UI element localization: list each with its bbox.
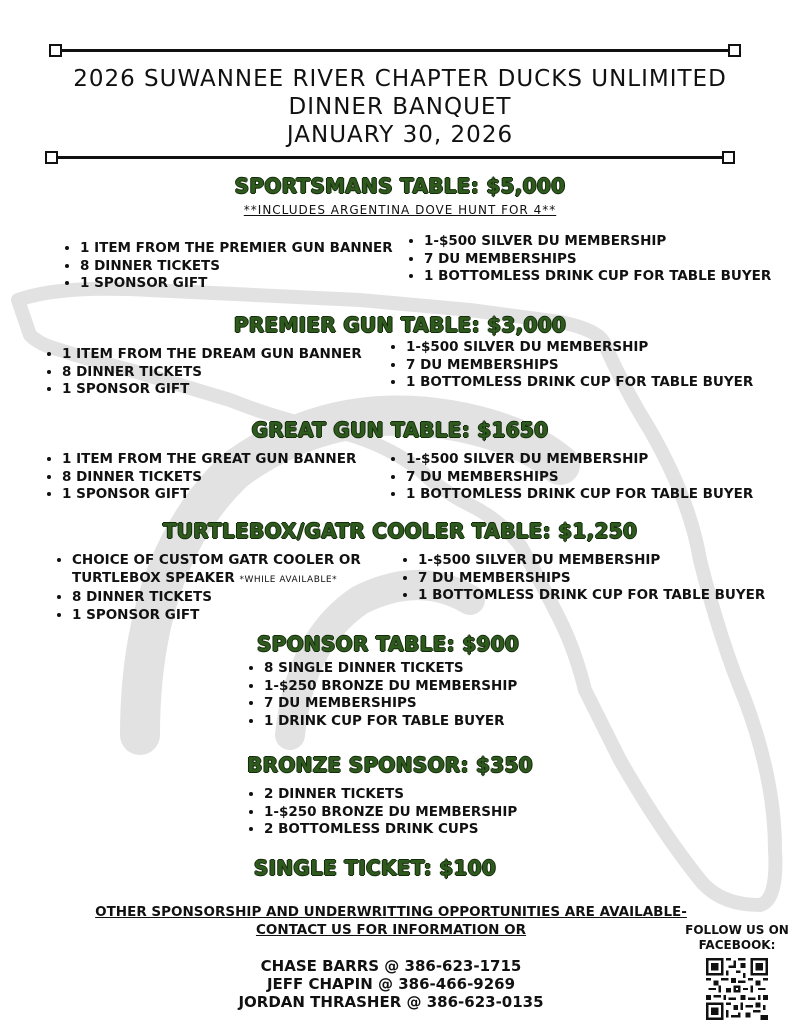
- sponsor-heading: SPONSOR TABLE: $900: [256, 632, 520, 656]
- list-item: • 1 BOTTOMLESS DRINK CUP FOR TABLE BUYER: [406, 486, 753, 504]
- top-divider-left-cap: [49, 44, 62, 57]
- footer-line-2-text: CONTACT US FOR INFORMATION OR: [255, 922, 527, 938]
- list-item: • 1-$500 SILVER DU MEMBERSHIP: [406, 339, 753, 357]
- title-line-2: DINNER BANQUET: [288, 94, 512, 120]
- premier-right-list: [388, 339, 753, 392]
- top-divider-right-cap: [728, 44, 741, 57]
- list-item: • 8 DINNER TICKETS: [62, 469, 356, 487]
- list-item: • 1 BOTTOMLESS DRINK CUP FOR TABLE BUYER: [424, 268, 771, 286]
- list-item: • 1 ITEM FROM THE GREAT GUN BANNER: [62, 451, 356, 469]
- sportsmans-note: [0, 203, 800, 217]
- list-item: • 1 SPONSOR GIFT: [80, 275, 393, 293]
- list-item: • 1-$500 SILVER DU MEMBERSHIP: [418, 552, 765, 570]
- list-item: • 2 DINNER TICKETS: [264, 786, 517, 804]
- footer-line-1: [0, 904, 782, 920]
- list-item: • 8 DINNER TICKETS: [80, 258, 393, 276]
- list-item: • 1-$500 SILVER DU MEMBERSHIP: [424, 233, 771, 251]
- list-item: • 1-$500 SILVER DU MEMBERSHIP: [406, 451, 753, 469]
- sportsmans-right-list: [406, 233, 771, 286]
- sportsmans-left-list: [62, 240, 393, 293]
- list-item: • 7 DU MEMBERSHIPS: [406, 357, 753, 375]
- bottom-divider-right-cap: [722, 151, 735, 164]
- list-item: • 1 SPONSOR GIFT: [62, 381, 362, 399]
- premier-heading: PREMIER GUN TABLE: $3,000: [233, 313, 567, 337]
- contact-1: CHASE BARRS @ 386-623-1715: [260, 957, 522, 975]
- bronze-heading: BRONZE SPONSOR: $350: [247, 753, 533, 777]
- qr-code-icon[interactable]: [706, 958, 768, 1020]
- list-item: • 1 DRINK CUP FOR TABLE BUYER: [264, 713, 517, 731]
- bronze-list: [246, 786, 517, 839]
- great-left-list: [44, 451, 356, 504]
- list-item: • 1 BOTTOMLESS DRINK CUP FOR TABLE BUYER: [418, 587, 765, 605]
- list-item: [72, 552, 361, 589]
- list-item: • 7 DU MEMBERSHIPS: [418, 570, 765, 588]
- list-item: • 2 BOTTOMLESS DRINK CUPS: [264, 821, 517, 839]
- footer-line-2: [0, 922, 782, 938]
- list-item: • 8 DINNER TICKETS: [62, 364, 362, 382]
- contact-2: JEFF CHAPIN @ 386-466-9269: [266, 975, 516, 993]
- list-item: • 1 SPONSOR GIFT: [72, 607, 361, 625]
- list-item: • 8 SINGLE DINNER TICKETS: [264, 660, 517, 678]
- great-right-list: [388, 451, 753, 504]
- sportsmans-heading: SPORTSMANS TABLE: $5,000: [234, 174, 566, 198]
- follow-line-2: FACEBOOK:: [698, 938, 776, 952]
- choice-line-2: TURTLEBOX SPEAKER: [72, 569, 235, 586]
- list-item: • 1 ITEM FROM THE DREAM GUN BANNER: [62, 346, 362, 364]
- sportsmans-note-text: **INCLUDES ARGENTINA DOVE HUNT FOR 4**: [243, 203, 557, 217]
- while-available-note: *WHILE AVAILABLE*: [239, 574, 338, 585]
- bottom-divider-left-cap: [45, 151, 58, 164]
- contact-3: JORDAN THRASHER @ 386-623-0135: [238, 993, 544, 1011]
- single-heading: SINGLE TICKET: $100: [253, 856, 497, 880]
- list-item: • 1 BOTTOMLESS DRINK CUP FOR TABLE BUYER: [406, 374, 753, 392]
- list-item: • 7 DU MEMBERSHIPS: [424, 251, 771, 269]
- top-divider: [56, 49, 734, 52]
- title-line-3: JANUARY 30, 2026: [286, 122, 514, 148]
- great-heading: GREAT GUN TABLE: $1650: [251, 418, 549, 442]
- list-item: • 7 DU MEMBERSHIPS: [264, 695, 517, 713]
- title-line-1: 2026 SUWANNEE RIVER CHAPTER DUCKS UNLIMITED: [73, 66, 727, 92]
- list-item: • 1-$250 BRONZE DU MEMBERSHIP: [264, 804, 517, 822]
- list-item: • 8 DINNER TICKETS: [72, 589, 361, 607]
- list-item: • 1 SPONSOR GIFT: [62, 486, 356, 504]
- turtlebox-left-list: [54, 552, 361, 624]
- list-item: • 1-$250 BRONZE DU MEMBERSHIP: [264, 678, 517, 696]
- turtlebox-right-list: [400, 552, 765, 605]
- follow-line-1: FOLLOW US ON: [685, 923, 789, 937]
- list-item: • 7 DU MEMBERSHIPS: [406, 469, 753, 487]
- turtlebox-heading: TURTLEBOX/GATR COOLER TABLE: $1,250: [162, 519, 638, 543]
- list-item: • 1 ITEM FROM THE PREMIER GUN BANNER: [80, 240, 393, 258]
- footer-line-1-text: OTHER SPONSORSHIP AND UNDERWRITTING OPPORTUNITIES ARE AVAILABLE-: [95, 904, 687, 920]
- sponsor-list: [246, 660, 517, 730]
- choice-line-1: CHOICE OF CUSTOM GATR COOLER OR: [72, 552, 361, 568]
- premier-left-list: [44, 346, 362, 399]
- bottom-divider: [52, 156, 728, 159]
